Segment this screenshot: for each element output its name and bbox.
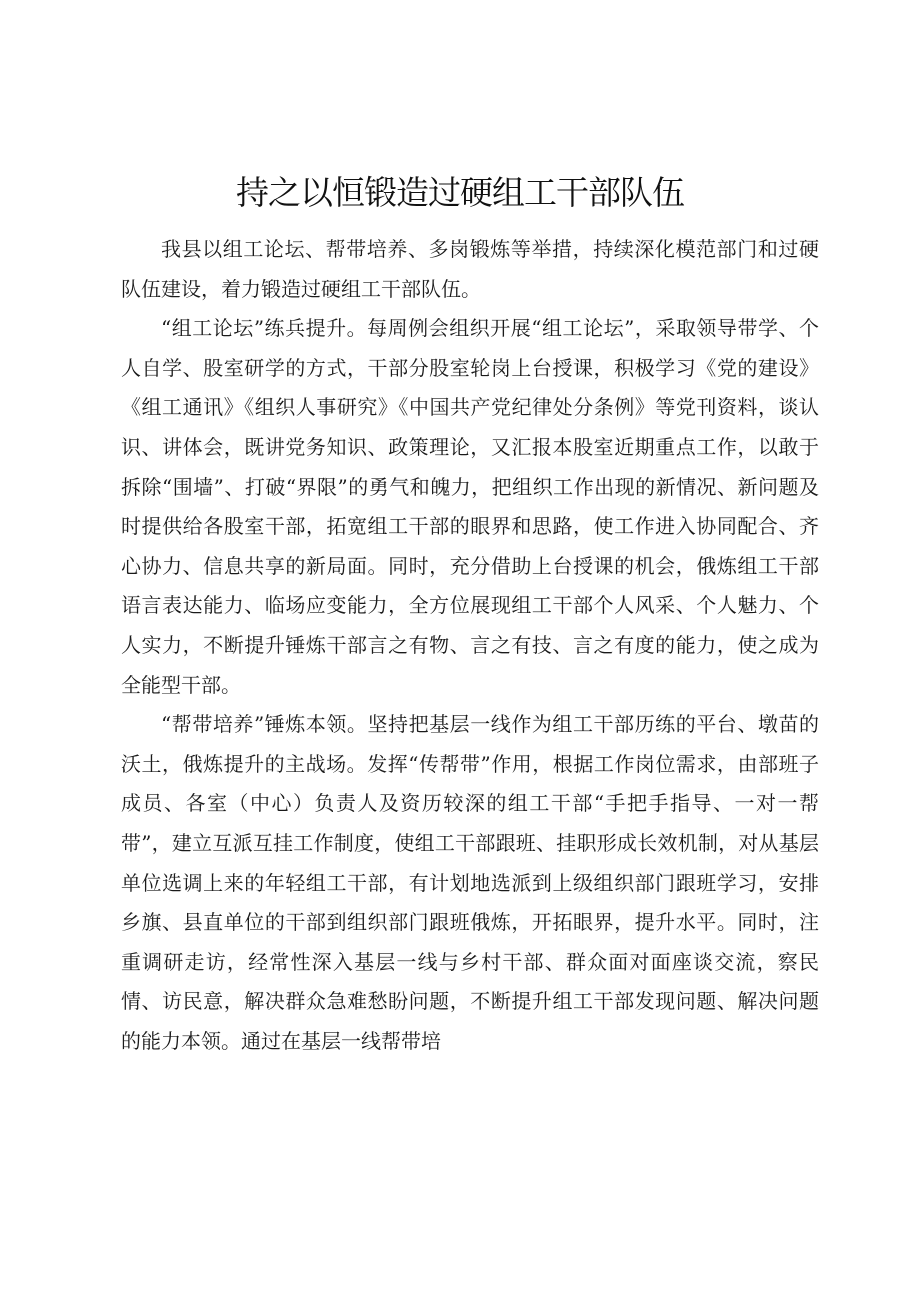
document-body [121, 230, 819, 1061]
paragraph-intro: 我县以组工论坛、帮带培养、多岗锻炼等举措，持续深化模范部门和过硬队伍建设，着力锻造过硬组工干部队伍。 [121, 237, 819, 301]
paragraph-mentoring: “帮带培养”锤炼本领。坚持把基层一线作为组工干部历练的平台、墩苗的沃土，俄炼提升的主战场。发挥“传帮带”作用，根据工作岗位需求，由部班子成员、各室（中心）负责人及资历较深的组工干部“手把手指导、一对一帮带”，建立互派互挂工作制度，使组工干部跟班、挂职形成长效机制，对从基层单位选调上来的年轻组工干部，有计划地选派到上级组织部门跟班学习，安排乡旗、县直单位的干部到组织部门跟班俄炼，开拓眼界，提升水平。同时，注重调研走访，经常性深入基层一线与乡村干部、群众面对面座谈交流，察民情、访民意，解决群众急难愁盼问题，不断提升组工干部发现问题、解决问题的能力本领。通过在基层一线帮带培 [121, 712, 819, 1053]
paragraph-forum: “组工论坛”练兵提升。每周例会组织开展“组工论坛”，采取领导带学、个人自学、股室研学的方式，干部分股室轮岗上台授课，积极学习《党的建设》《组工通讯》《组织人事研究》《中国共产党纪律处分条例》等党刊资料，谈认识、讲体会，既讲党务知识、政策理论，又汇报本股室近期重点工作，以敢于拆除“围墙”、打破“界限”的勇气和魄力，把组织工作出现的新情况、新问题及时提供给各股室干部，拓宽组工干部的眼界和思路，使工作进入协同配合、齐心协力、信息共享的新局面。同时，充分借助上台授课的机会，俄炼组工干部语言表达能力、临场应变能力，全方位展现组工干部个人风采、个人魅力、个人实力，不断提升锤炼干部言之有物、言之有技、言之有度的能力，使之成为全能型干部。 [121, 316, 819, 697]
document-title: 持之以恒锻造过硬组工干部队伍 [236, 173, 684, 212]
